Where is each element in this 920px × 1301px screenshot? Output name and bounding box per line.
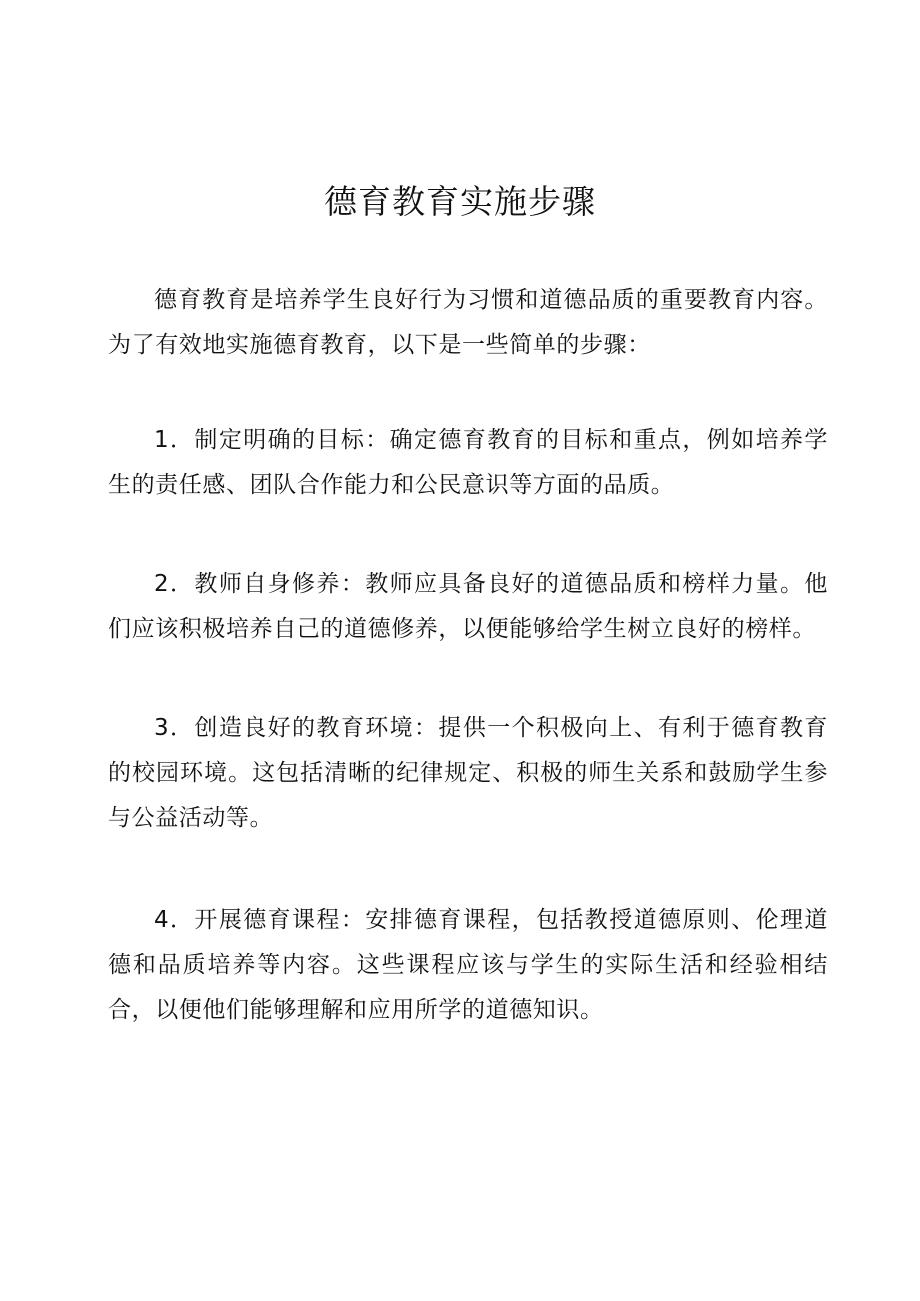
step-4-paragraph: 4．开展德育课程：安排德育课程，包括教授道德原则、伦理道德和品质培养等内容。这些课程应该与学生的实际生活和经验相结合，以便他们能够理解和应用所学的道德知识。 [108,907,828,1023]
document-title: 德育教育实施步骤 [324,182,596,221]
step-2-paragraph: 2．教师自身修养：教师应具备良好的道德品质和榜样力量。他们应该积极培养自己的道德修养，以便能够给学生树立良好的榜样。 [108,571,828,642]
step-3-paragraph: 3．创造良好的教育环境：提供一个积极向上、有利于德育教育的校园环境。这包括清晰的纪律规定、积极的师生关系和鼓励学生参与公益活动等。 [108,715,828,831]
intro-paragraph: 德育教育是培养学生良好行为习惯和道德品质的重要教育内容。为了有效地实施德育教育，以下是一些简单的步骤： [108,287,828,358]
step-1-paragraph: 1．制定明确的目标：确定德育教育的目标和重点，例如培养学生的责任感、团队合作能力和公民意识等方面的品质。 [108,427,828,498]
